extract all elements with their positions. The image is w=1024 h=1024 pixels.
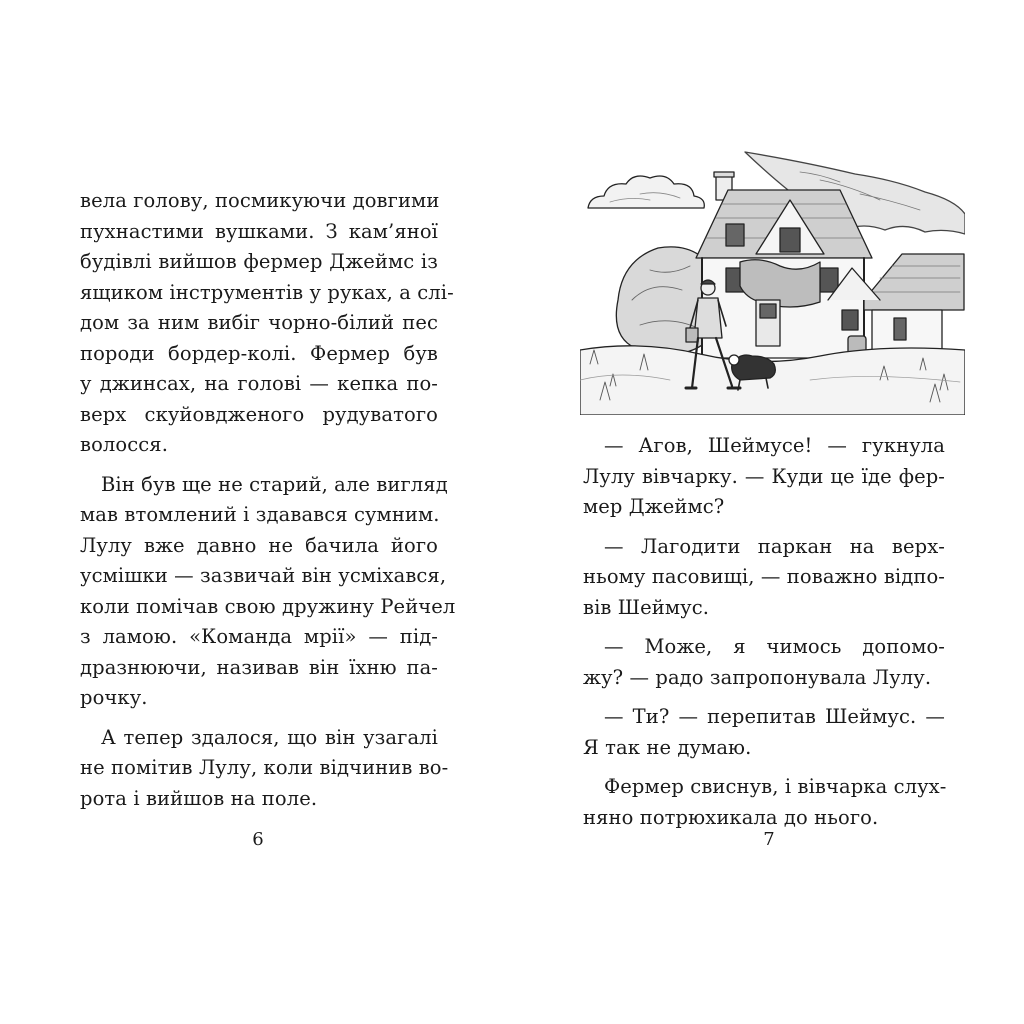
text-line: у джинсах, на голові — кепка по- [80, 372, 438, 395]
text-line: будівлі вийшов фермер Джеймс із [80, 250, 438, 273]
text-line: вів Шеймус. [583, 595, 710, 619]
text-line: мав втомлений і здавався сумним. [80, 503, 440, 526]
text-line: няно потрюхикала до нього. [583, 805, 879, 829]
text-line: дом за ним вибіг чорно-білий пес [80, 311, 438, 334]
text-line: — Лагодити паркан на верх- [604, 534, 945, 558]
text-line: Фермер свиснув, і вівчарка слух- [604, 775, 947, 798]
text-line: — Агов, Шеймусе! — гукнула [604, 434, 945, 457]
text-line: рота і вийшов на поле. [80, 786, 318, 810]
text-line: пухнастими вушками. З кам’яної [80, 219, 438, 243]
text-line: волосся. [80, 433, 168, 456]
text-line: Він був ще не старий, але вигляд [101, 472, 448, 496]
text-line: Я так не думаю. [583, 735, 752, 759]
text-line: Лулу вже давно не бачила його [80, 533, 438, 557]
text-line: породи бордер-колі. Фермер був [80, 341, 438, 365]
page-number: 7 [763, 829, 775, 850]
text-line: усмішки — зазвичай він усміхався, [80, 564, 447, 587]
text-line: дразнюючи, називав він їхню па- [80, 655, 438, 679]
text-line: А тепер здалося, що він узагалі [101, 725, 438, 749]
page-number: 6 [252, 829, 264, 850]
text-line: з ламою. «Команда мрії» — під- [80, 625, 438, 648]
farmhouse-illustration [580, 150, 965, 415]
text-line: жу? — радо запропонувала Лулу. [583, 665, 932, 689]
text-line: ящиком інструментів у руках, а слі- [80, 280, 454, 304]
text-line: ньому пасовищі, — поважно відпо- [583, 565, 945, 588]
text-line: мер Джеймс? [583, 495, 725, 518]
text-line: рочку. [80, 686, 148, 709]
left-page-text [80, 186, 456, 814]
text-line: — Ти? — перепитав Шеймус. — [604, 705, 945, 728]
right-page-text [583, 431, 945, 833]
text-line: — Може, я чимось допомо- [604, 635, 945, 658]
text-line: не помітив Лулу, коли відчинив во- [80, 756, 449, 779]
text-line: вела голову, посмикуючи довгими [80, 189, 440, 212]
text-line: верх скуйовдженого рудуватого [80, 402, 438, 426]
text-line: коли помічав свою дружину Рейчел [80, 594, 456, 618]
text-line: Лулу вівчарку. — Куди це їде фер- [583, 464, 945, 488]
